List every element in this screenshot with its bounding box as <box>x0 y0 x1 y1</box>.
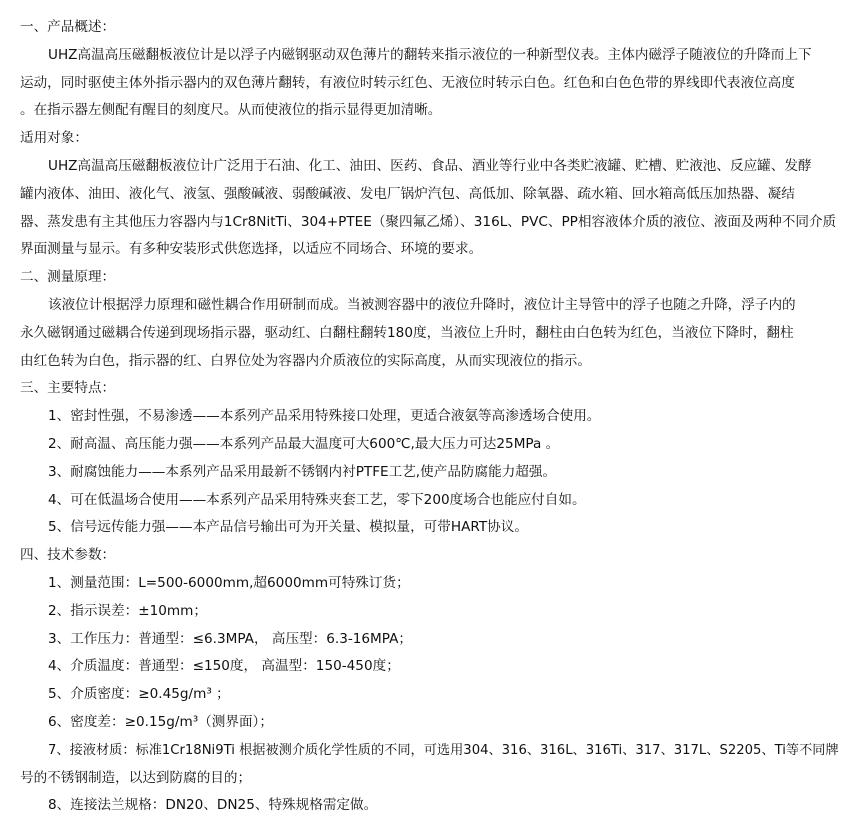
section-heading-specs: 四、技术参数： <box>20 547 116 564</box>
applicable-line-3: 器、蒸发患有主其他压力容器内与1Cr8NitTi、304+PTEE（聚四氟乙烯）、316L、PVC、PP相容液体介质的液位、液面及两种不同介质 <box>20 213 837 230</box>
section-heading-features: 三、主要特点： <box>20 380 116 397</box>
overview-line-3: 。在指示器左侧配有醒目的刻度尺。从而使液位的指示显得更加清晰。 <box>20 102 442 119</box>
spec-item-8: 8、连接法兰规格：DN20、DN25、特殊规格需定做。 <box>48 797 378 814</box>
section-heading-applicable: 适用对象： <box>20 130 88 147</box>
feature-item-5: 5、信号远传能力强——本产品信号输出可为开关量、模拟量，可带HART协议。 <box>48 519 528 536</box>
spec-item-2: 2、指示误差：±10mm； <box>48 602 207 619</box>
feature-item-3: 3、耐腐蚀能力——本系列产品采用最新不锈钢内衬PTFE工艺,使产品防腐能力超强。 <box>48 463 557 480</box>
spec-item-6: 6、密度差：≥0.15g/m³（测界面）； <box>48 713 273 730</box>
applicable-line-2: 罐内液体、油田、液化气、液氢、强酸碱液、弱酸碱液、发电厂锅炉汽包、高低加、除氧器、疏水箱、回水箱高低压加热器、凝结 <box>20 185 795 202</box>
applicable-line-4: 界面测量与显示。有多种安装形式供您选择，以适应不同场合、环境的要求。 <box>20 241 483 258</box>
principle-line-2: 永久磁钢通过磁耦合传递到现场指示器，驱动红、白翻柱翻转180度，当液位上升时，翻柱由白色转为红色，当液位下降时，翻柱 <box>20 324 794 341</box>
feature-item-1: 1、密封性强，不易渗透——本系列产品采用特殊接口处理，更适合液氨等高渗透场合使用。 <box>48 408 601 425</box>
section-heading-overview: 一、产品概述： <box>20 19 116 35</box>
spec-item-4: 4、介质温度：普通型：≤150度， 高温型：150-450度； <box>48 658 400 675</box>
spec-item-7-continued: 号的不锈钢制造，以达到防腐的目的； <box>20 769 252 786</box>
feature-item-2: 2、耐高温、高压能力强——本系列产品最大温度可大600℃,最大压力可达25MPa 。 <box>48 435 560 452</box>
spec-item-7: 7、接液材质：标准1Cr18Ni9Ti 根据被测介质化学性质的不同，可选用304、316、316L、316Ti、317、317L、S2205、Ti等不同牌 <box>48 742 839 758</box>
spec-item-5: 5、介质密度：≥0.45g/m³ ； <box>48 686 230 703</box>
feature-item-4: 4、可在低温场合使用——本系列产品采用特殊夹套工艺，零下200度场合也能应付自如。 <box>48 491 586 508</box>
overview-line-2: 运动，同时驱使主体外指示器内的双色薄片翻转，有液位时转示红色、无液位时转示白色。红色和白色色带的界线即代表液位高度 <box>20 74 795 91</box>
spec-item-1: 1、测量范围：L=500-6000mm,超6000mm可特殊订货； <box>48 574 410 591</box>
section-heading-principle: 二、测量原理： <box>20 269 116 286</box>
spec-item-3: 3、工作压力：普通型：≤6.3MPA， 高压型：6.3-16MPA； <box>48 630 413 647</box>
principle-line-1: 该液位计根据浮力原理和磁性耦合作用研制而成。当被测容器中的液位升降时，液位计主导管中的浮子也随之升降，浮子内的 <box>48 296 796 313</box>
applicable-line-1: UHZ高温高压磁翻板液位计广泛用于石油、化工、油田、医药、食品、酒业等行业中各类贮液罐、贮槽、贮液池、反应罐、发酵 <box>48 157 812 174</box>
overview-line-1: UHZ高温高压磁翻板液位计是以浮子内磁钢驱动双色薄片的翻转来指示液位的一种新型仪表。主体内磁浮子随液位的升降而上下 <box>48 46 812 63</box>
principle-line-3: 由红色转为白色，指示器的红、白界位处为容器内介质液位的实际高度，从而实现液位的指示。 <box>20 352 591 369</box>
